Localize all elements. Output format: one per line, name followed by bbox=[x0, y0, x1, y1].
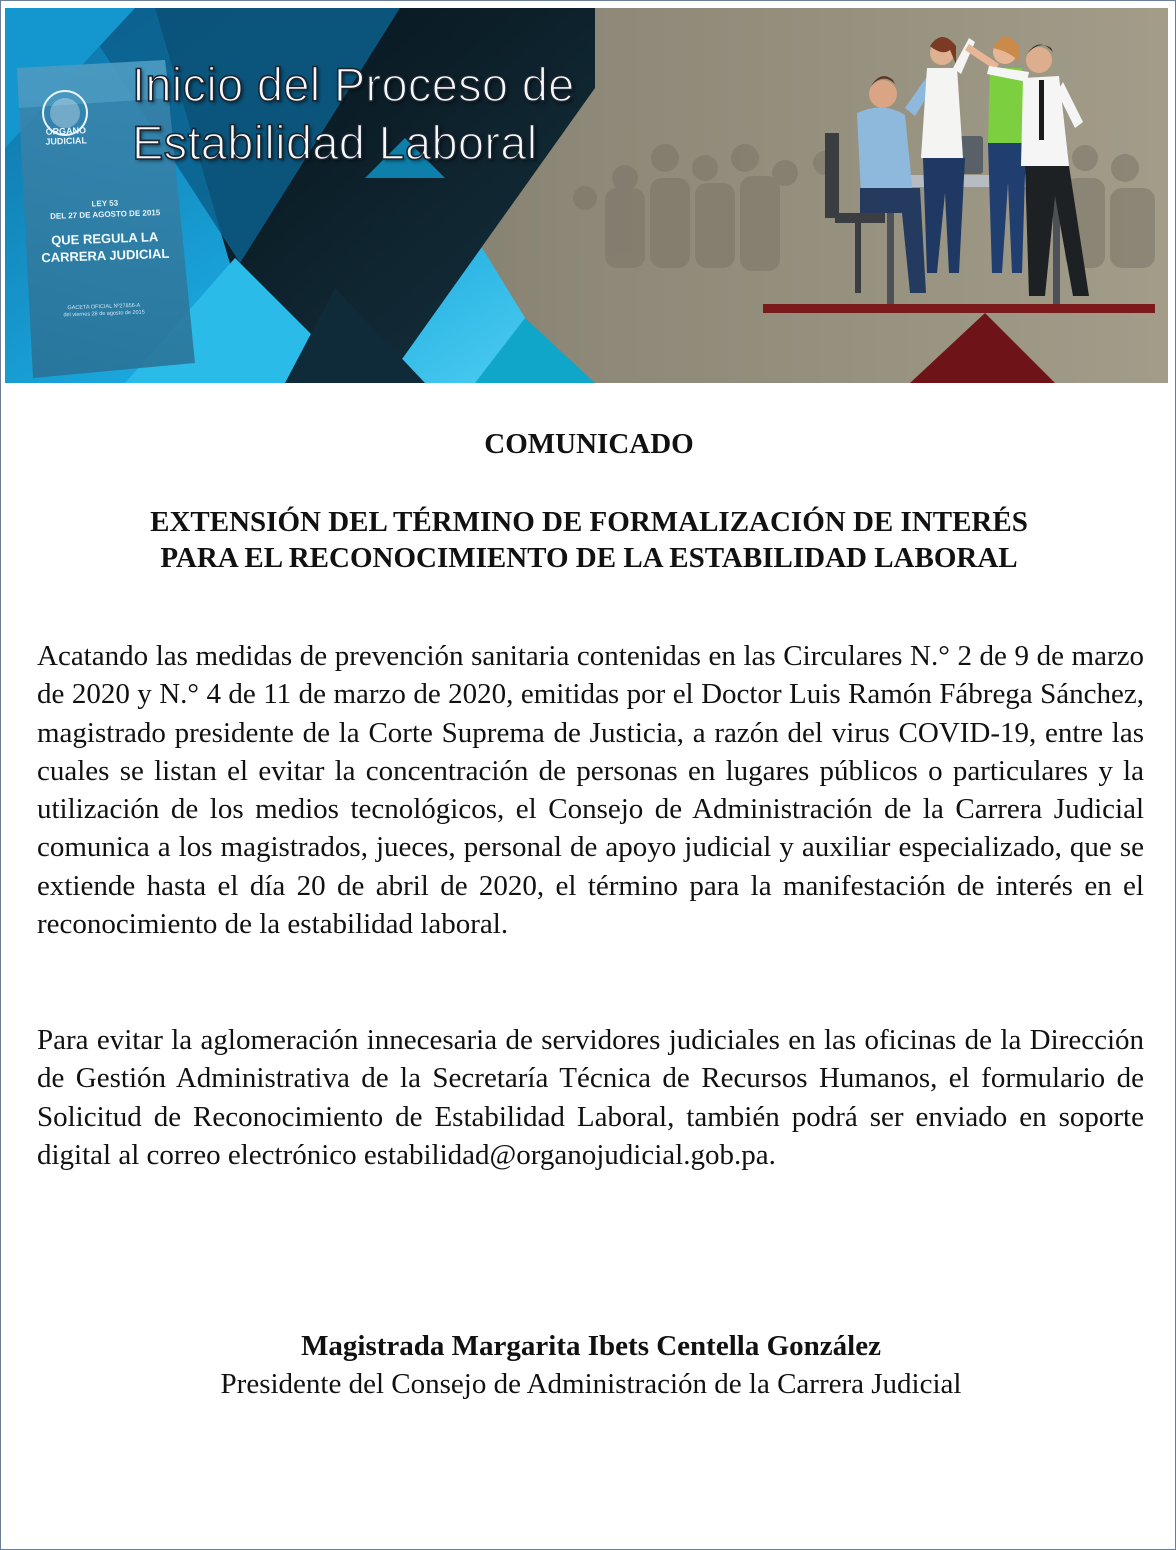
banner-title-line2: Estabilidad Laboral bbox=[132, 116, 538, 169]
plaque-law-line2: DEL 27 DE AGOSTO DE 2015 bbox=[50, 208, 161, 221]
document-heading: COMUNICADO bbox=[484, 428, 694, 460]
signature-role: Presidente del Consejo de Administración de la Carrera Judicial bbox=[220, 1368, 962, 1400]
plaque-logo-text: ÓRGANO JUDICIAL bbox=[45, 125, 88, 147]
plaque-law-line1: LEY 53 bbox=[91, 198, 119, 209]
plaque-gaceta-line2: del viernes 28 de agosto de 2015 bbox=[63, 309, 145, 319]
seesaw-plank bbox=[763, 304, 1155, 313]
plaque-subject-line2: CARRERA JUDICIAL bbox=[41, 245, 170, 266]
document-title bbox=[1, 504, 1176, 576]
banner-title bbox=[132, 56, 575, 172]
plaque-subject-line1: QUE REGULA LA bbox=[50, 229, 159, 248]
paragraph-2: Para evitar la aglomeración innecesaria de servidores judiciales en las oficinas de la Dirección de Gestión Administrativa de la Secretaría Técnica de Recursos Humanos, el formulario de Solicitud de Reconocimiento de Estabilidad Laboral, también podrá ser enviado en soporte digital al correo electrónico estabilidad@organojudicial.gob.pa. bbox=[37, 1024, 1144, 1171]
signature-name: Magistrada Margarita Ibets Centella González bbox=[301, 1330, 881, 1362]
banner-title-line1: Inicio del Proceso de bbox=[132, 58, 575, 111]
paragraph-1: Acatando las medidas de prevención sanitaria contenidas en las Circulares N.° 2 de 9 de marzo de 2020 y N.° 4 de 11 de marzo de 2020, emitidas por el Doctor Luis Ramón Fábrega Sánchez, magistrado presidente de la Corte Suprema de Justicia, a razón del virus COVID-19, entre las cuales se listan el evitar la concentración de personas en lugares públicos o particulares y la utilización de los medios tecnológicos, el Consejo de Administración de la Carrera Judicial comunica a los magistrados, jueces, personal de apoyo judicial y auxiliar especializado, que se extiende hasta el día 20 de abril de 2020, el término para la manifestación de interés en el reconocimiento de la estabilidad laboral. bbox=[37, 640, 1144, 941]
document-title-line2: PARA EL RECONOCIMIENTO DE LA ESTABILIDAD LABORAL bbox=[160, 542, 1018, 574]
plaque-subject-text bbox=[34, 228, 175, 267]
plaque-gaceta-line1: GACETA OFICIAL Nº27856-A bbox=[67, 302, 141, 312]
document-title-line1: EXTENSIÓN DEL TÉRMINO DE FORMALIZACIÓN DE INTERÉS bbox=[150, 506, 1028, 538]
header-banner bbox=[5, 8, 1168, 383]
